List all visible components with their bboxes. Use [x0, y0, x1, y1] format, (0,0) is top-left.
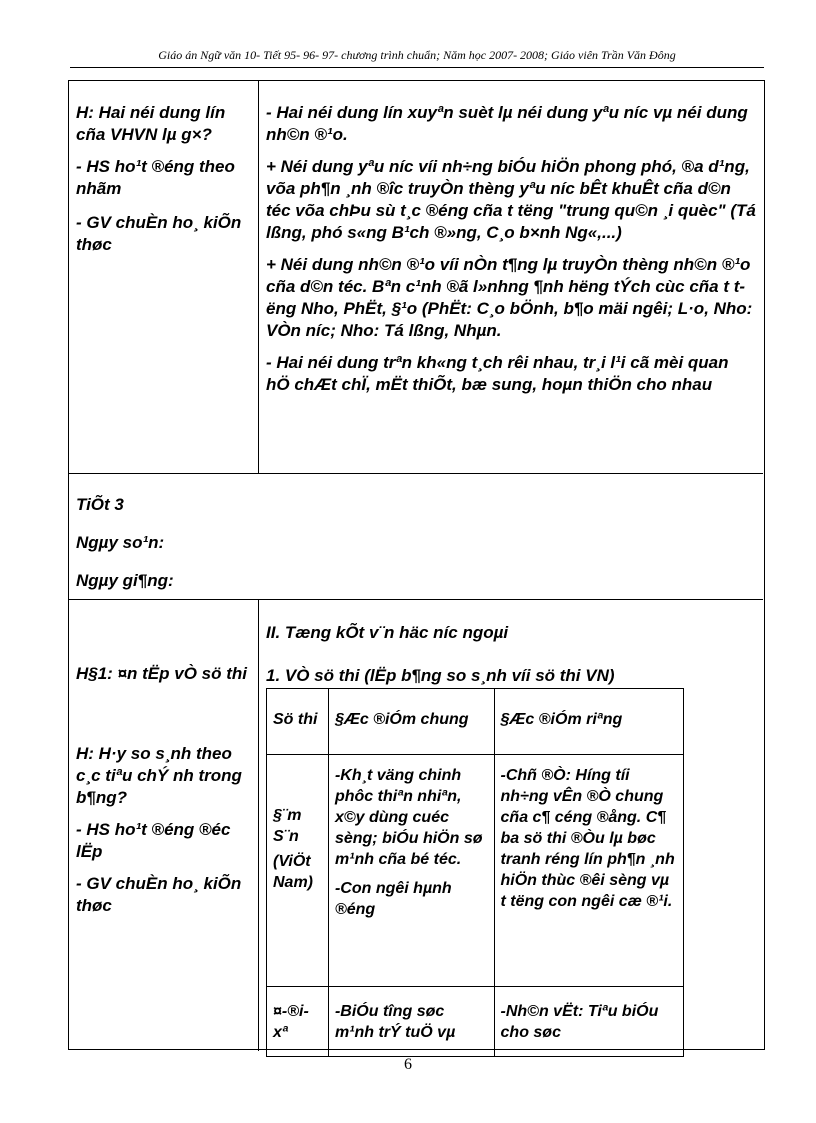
epic-comparison-table: [266, 688, 684, 1057]
unique-cell: [494, 987, 683, 1057]
column-divider-row3: [258, 599, 259, 1051]
row1-left-cell: [76, 102, 254, 256]
epic-name: ¤-®i-xª: [273, 1003, 309, 1041]
period-label: TiÕt 3: [76, 495, 124, 514]
row-separator-1: [69, 473, 763, 474]
running-header: Giáo án Ngữ văn 10- Tiết 95- 96- 97- chương trình chuẩn; Năm học 2007- 2008; Giáo viên Trần Văn Đông: [158, 48, 676, 62]
row1-right-cell: [266, 102, 756, 396]
sub-title: 1. VÒ sö thi (lËp b¶ng so s¸nh víi sö thi VN): [266, 666, 615, 685]
common-trait: -BiÓu tîng søc m¹nh trÝ tuÖ vµ: [334, 1003, 456, 1041]
answer-paragraph: - Hai néi dung trªn kh«ng t¸ch rêi nhau, tr¸i l¹i cã mèi quan hÖ chÆt chÏ, mËt thiÕt, bæ sung, hoµn thiÖn cho nhau: [266, 353, 729, 394]
period-info: [76, 494, 676, 592]
unique-trait: -Chñ ®Ò: Híng tíi nh÷ng vÊn ®Ò chung cña c¶ céng ®ång. C¶ ba sö thi ®Òu lµ bøc tranh réng lín ph¶n ¸nh hiÖn thùc ®êi sèng vµ t tëng con ngêi cæ ®¹i.: [500, 767, 675, 910]
common-trait: -Kh¸t väng chinh phôc thiªn nhiªn, x©y dùng cuéc sèng; biÓu hiÖn sø m¹nh cña bé téc.: [334, 767, 483, 868]
teacher-text: - GV chuÈn ho¸ kiÕn thøc: [76, 874, 242, 915]
epic-name: §¨m S¨n: [273, 807, 302, 845]
header-unique: §Æc ®iÓm riªng: [494, 689, 683, 755]
column-divider-row1: [258, 81, 259, 473]
answer-paragraph: - Hai néi dung lín xuyªn suèt lµ néi dung yªu níc vµ néi dung nh©n ®¹o.: [266, 103, 748, 144]
teach-date-label: Ngµy gi¶ng:: [76, 571, 174, 590]
question-text: H: Hai néi dung lín cña VHVN lµ g×?: [76, 103, 226, 144]
lesson-table: [68, 80, 765, 1050]
activity-text: - HS ho¹t ®éng theo nhãm: [76, 157, 235, 198]
unique-cell: [494, 755, 683, 987]
header-rule: [70, 67, 764, 68]
header-common: §Æc ®iÓm chung: [328, 689, 494, 755]
row3-left-cell: [76, 663, 254, 917]
epic-name-cell: [267, 987, 329, 1057]
activity-text: - HS ho¹t ®éng ®éc lËp: [76, 820, 231, 861]
answer-paragraph: + Néi dung yªu níc víi nh÷ng biÓu hiÖn phong phó, ®a d¹ng, võa ph¶n ¸nh ®îc truyÒn thèng yªu níc bÊt khuÊt cña d©n téc võa chÞu sù t¸c ®éng cña t tëng "trung qu©n ¸i quèc" (Tá lßng, phó s«ng B¹ch ®»ng, C¸o b×nh Ng«,...): [266, 157, 756, 242]
page-number: 6: [404, 1056, 412, 1073]
header-epic: Sö thi: [267, 689, 329, 755]
question-text: H: H·y so s¸nh theo c¸c tiªu chÝ nh trong b¶ng?: [76, 744, 242, 807]
common-cell: [328, 987, 494, 1057]
activity-title: H§1: ¤n tËp vÒ sö thi: [76, 664, 247, 683]
common-trait: -Con ngêi hµnh ®éng: [334, 880, 452, 918]
unique-trait: -Nh©n vËt: Tiªu biÓu cho søc: [500, 1003, 659, 1041]
teacher-text: - GV chuÈn ho¸ kiÕn thøc: [76, 213, 242, 254]
answer-paragraph: + Néi dung nh©n ®¹o víi nÒn t¶ng lµ truyÒn thèng nh©n ®¹o cña d©n téc. Bªn c¹nh ®ã l»nhng ¶nh hëng tÝch cùc cña t tëng Nho, PhËt, §¹o (PhËt: C¸o bÖnh, b¶o mäi ngêi; L·o, Nho: VÒn níc; Nho: Tá lßng, Nhµn.: [266, 255, 753, 340]
epic-name-cell: [267, 755, 329, 987]
epic-origin: (ViÖt Nam): [273, 853, 314, 891]
common-cell: [328, 755, 494, 987]
section-title: II. Tæng kÕt v¨n häc níc ngoµi: [266, 623, 509, 642]
prep-date-label: Ngµy so¹n:: [76, 533, 165, 552]
row-separator-2: [69, 599, 763, 600]
